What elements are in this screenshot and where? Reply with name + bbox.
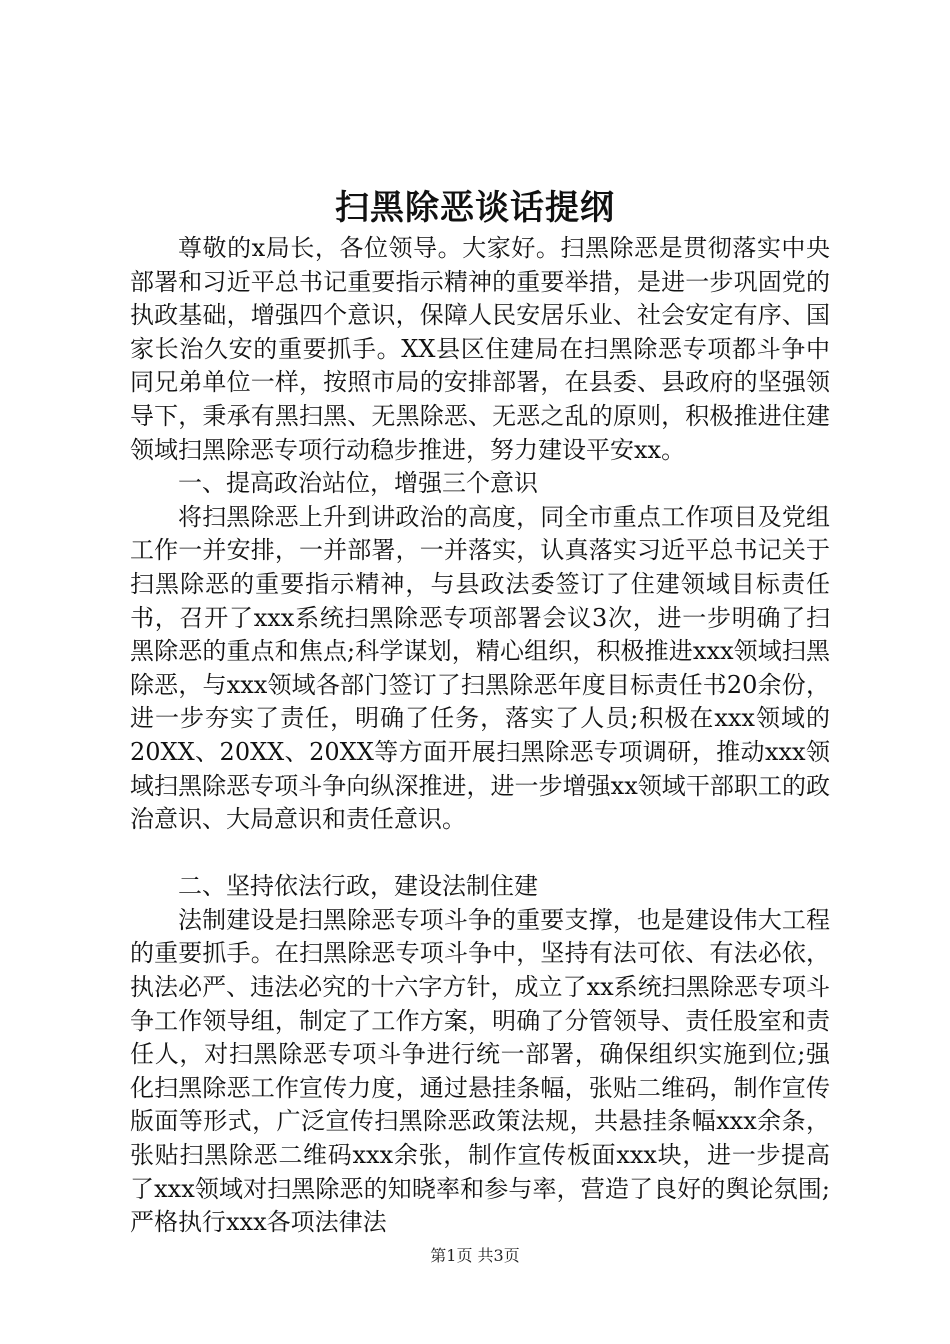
paragraph-intro: 尊敬的x局长，各位领导。大家好。扫黑除恶是贯彻落实中央部署和习近平总书记重要指示精神的重要举措，是进一步巩固党的执政基础，增强四个意识，保障人民安居乐业、社会安定有序、国家长治久安的重要抓手。XX县区住建局在扫黑除恶专项都斗争中同兄弟单位一样，按照市局的安排部署，在县委、县政府的坚强领导下，秉承有黑扫黑、无黑除恶、无恶之乱的原则，积极推进住建领域扫黑除恶专项行动稳步推进，努力建设平安xx。 (130, 234, 830, 464)
section-heading-1: 一、提高政治站位，增强三个意识 (178, 469, 538, 498)
document-title: 扫黑除恶谈话提纲 (335, 188, 615, 228)
section-heading-2: 二、坚持依法行政，建设法制住建 (178, 872, 538, 901)
paragraph-section-2: 法制建设是扫黑除恶专项斗争的重要支撑，也是建设伟大工程的重要抓手。在扫黑除恶专项斗争中，坚持有法可依、有法必依，执法必严、违法必究的十六字方针，成立了xx系统扫黑除恶专项斗争工作领导组，制定了工作方案，明确了分管领导、责任股室和责任人，对扫黑除恶专项斗争进行统一部署，确保组织实施到位;强化扫黑除恶工作宣传力度，通过悬挂条幅，张贴二维码，制作宣传版面等形式，广泛宣传扫黑除恶政策法规，共悬挂条幅xxx余条，张贴扫黑除恶二维码xxx余张，制作宣传板面xxx块，进一步提高了xxx领域对扫黑除恶的知晓率和参与率，营造了良好的舆论氛围;严格执行xxx各项法律法 (130, 905, 830, 1237)
paragraph-section-1: 将扫黑除恶上升到讲政治的高度，同全市重点工作项目及党组工作一并安排，一并部署，一并落实，认真落实习近平总书记关于扫黑除恶的重要指示精神，与县政法委签订了住建领域目标责任书，召开了xxx系统扫黑除恶专项部署会议3次，进一步明确了扫黑除恶的重点和焦点;科学谋划，精心组织，积极推进xxx领域扫黑除恶，与xxx领域各部门签订了扫黑除恶年度目标责任书20余份，进一步夯实了责任，明确了任务，落实了人员;积极在xxx领域的20XX、20XX、20XX等方面开展扫黑除恶专项调研，推动xxx领域扫黑除恶专项斗争向纵深推进，进一步增强xx领域干部职工的政治意识、大局意识和责任意识。 (130, 502, 830, 834)
paragraph-gap (130, 837, 830, 871)
page-footer: 第1页 共3页 (430, 1246, 520, 1265)
document-body (130, 232, 830, 1240)
